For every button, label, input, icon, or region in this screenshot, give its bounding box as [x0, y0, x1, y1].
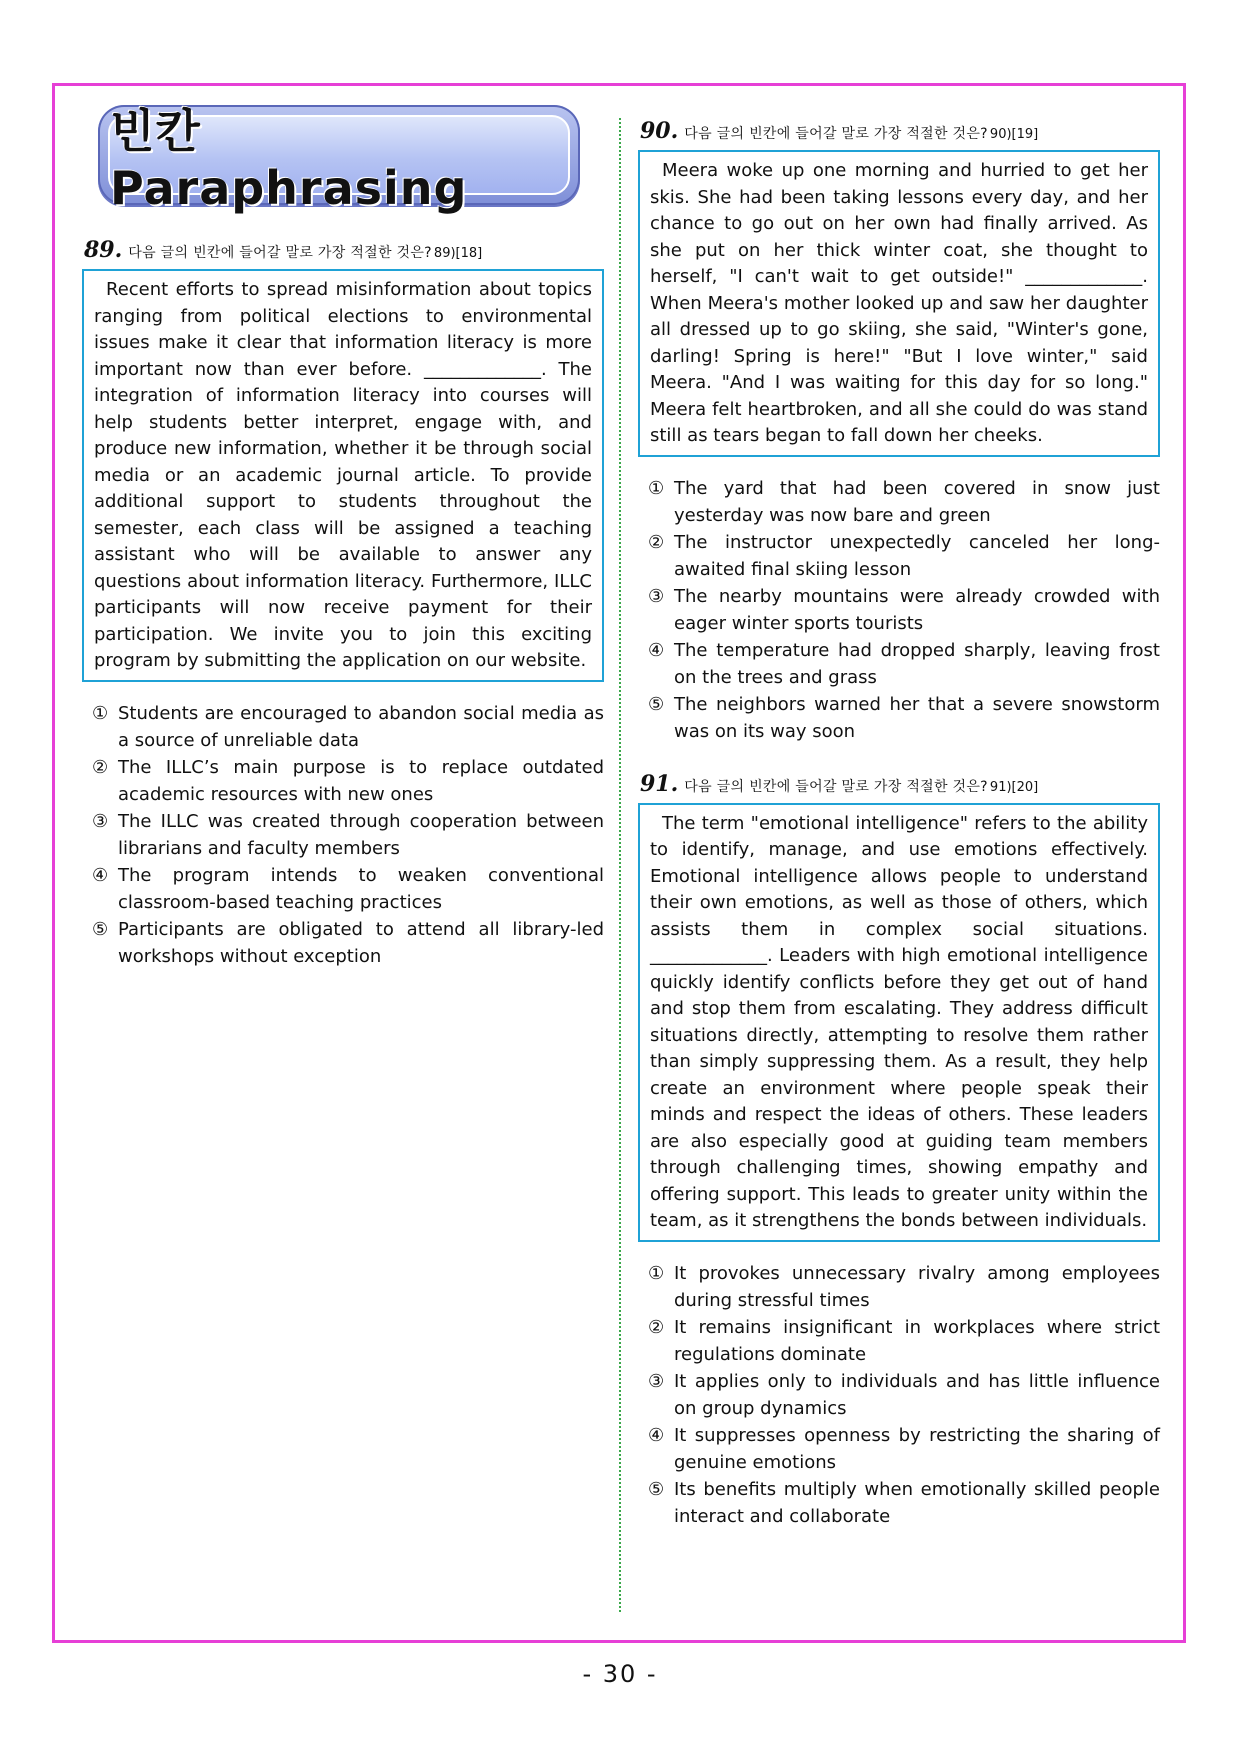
option-5[interactable] — [92, 916, 604, 970]
option-2[interactable] — [648, 1314, 1160, 1368]
question-91 — [638, 771, 1160, 1530]
option-mark: ① — [648, 1262, 665, 1284]
question-number: 90. — [640, 118, 679, 144]
option-5[interactable] — [648, 691, 1160, 745]
question-89 — [82, 237, 604, 970]
question-90 — [638, 118, 1160, 745]
option-text: The nearby mountains were already crowded with eager winter sports tourists — [674, 585, 1160, 634]
option-text: It remains insignificant in workplaces where strict regulations dominate — [674, 1316, 1160, 1365]
answer-options — [638, 475, 1160, 745]
option-1[interactable] — [648, 1260, 1160, 1314]
option-5[interactable] — [648, 1476, 1160, 1530]
option-mark: ④ — [92, 864, 109, 886]
passage-box: The term "emotional intelligence" refers to the ability to identify, manage, and use emotions effectively. Emotional intelligence allows people to understand their own emotions, as well as those of others, which assists them in complex social situations. _____________. Leaders with high emotional intelligence quickly identify conflicts before they get out of hand and stop them from escalating. They address difficult situations directly, attempting to resolve them rather than simply suppressing them. As a result, they help create an environment where people speak their minds and respect the ideas of others. These leaders are also especially good at guiding team members through challenging times, showing empathy and offering support. This leads to greater unity within the team, as it strengthens the bonds between individuals. — [638, 803, 1160, 1242]
section-title: 빈칸 Paraphrasing — [110, 104, 468, 215]
option-mark: ② — [648, 531, 665, 553]
question-prompt: 다음 글의 빈칸에 들어갈 말로 가장 적절한 것은? — [128, 245, 432, 261]
passage-box: Recent efforts to spread misinformation about topics ranging from political elections to environmental issues make it clear that information literacy is more important now than ever before. _____________. The integration of information literacy into courses will help students better interpret, engage with, and produce new information, whether it be through social media or an academic journal article. To provide additional support to students throughout the semester, each class will be assigned a teaching assistant who will be available to answer any questions about information literacy. Furthermore, ILLC participants will now receive payment for their participation. We invite you to join this exciting program by submitting the application on our website. — [82, 269, 604, 682]
option-3[interactable] — [648, 1368, 1160, 1422]
passage-box: Meera woke up one morning and hurried to get her skis. She had been taking lessons every day, and her chance to go out on her own had finally arrived. As she put on her thick winter coat, she thought to herself, "I can't wait to get outside!" _____________. When Meera's mother looked up and saw her daughter all dressed up to go skiing, she said, "Winter's gone, darling! Spring is here!" "But I love winter," said Meera. "And I was waiting for this day for so long." Meera felt heartbroken, and all she could do was stand still as tears began to fall down her cheeks. — [638, 150, 1160, 457]
option-2[interactable] — [92, 754, 604, 808]
option-1[interactable] — [92, 700, 604, 754]
option-mark: ③ — [92, 810, 109, 832]
option-text: Its benefits multiply when emotionally skilled people interact and collaborate — [674, 1478, 1160, 1527]
option-mark: ③ — [648, 585, 665, 607]
question-header — [640, 118, 1160, 144]
option-mark: ② — [648, 1316, 665, 1338]
option-text: It applies only to individuals and has little influence on group dynamics — [674, 1370, 1160, 1419]
right-column — [638, 118, 1160, 1530]
question-source: 91)[20] — [989, 779, 1039, 795]
option-text: The ILLC was created through cooperation between librarians and faculty members — [118, 810, 604, 859]
option-1[interactable] — [648, 475, 1160, 529]
question-number: 91. — [640, 770, 679, 797]
option-2[interactable] — [648, 529, 1160, 583]
answer-options — [82, 700, 604, 970]
option-text: The instructor unexpectedly canceled her long-awaited final skiing lesson — [674, 531, 1160, 580]
question-header — [640, 771, 1160, 797]
option-text: The temperature had dropped sharply, leaving frost on the trees and grass — [674, 639, 1160, 688]
question-source: 90)[19] — [989, 127, 1039, 142]
left-column — [82, 105, 604, 970]
question-prompt: 다음 글의 빈칸에 들어갈 말로 가장 적절한 것은? — [684, 778, 988, 795]
option-mark: ⑤ — [92, 918, 109, 940]
answer-options — [638, 1260, 1160, 1530]
option-text: The yard that had been covered in snow just yesterday was now bare and green — [674, 477, 1160, 526]
option-mark: ① — [92, 702, 109, 724]
option-4[interactable] — [648, 637, 1160, 691]
option-text: The ILLC’s main purpose is to replace outdated academic resources with new ones — [118, 756, 604, 805]
option-mark: ① — [648, 477, 665, 499]
option-text: It provokes unnecessary rivalry among employees during stressful times — [674, 1262, 1160, 1311]
option-text: Participants are obligated to attend all library-led workshops without exception — [118, 918, 604, 967]
option-mark: ⑤ — [648, 693, 665, 715]
column-divider — [619, 118, 621, 1612]
option-mark: ④ — [648, 639, 665, 661]
option-mark: ③ — [648, 1370, 665, 1392]
question-source: 89)[18] — [433, 246, 483, 261]
option-text: Students are encouraged to abandon social media as a source of unreliable data — [118, 702, 604, 751]
option-text: The neighbors warned her that a severe snowstorm was on its way soon — [674, 693, 1160, 742]
section-title-badge — [98, 104, 580, 215]
option-4[interactable] — [648, 1422, 1160, 1476]
option-3[interactable] — [92, 808, 604, 862]
option-mark: ⑤ — [648, 1478, 665, 1500]
option-text: The program intends to weaken conventional classroom-based teaching practices — [118, 864, 604, 913]
option-mark: ④ — [648, 1424, 665, 1446]
option-3[interactable] — [648, 583, 1160, 637]
option-4[interactable] — [92, 862, 604, 916]
question-header — [84, 237, 604, 263]
question-prompt: 다음 글의 빈칸에 들어갈 말로 가장 적절한 것은? — [684, 126, 988, 142]
section-title-inner — [108, 104, 570, 215]
option-mark: ② — [92, 756, 109, 778]
page-number: - 30 - — [582, 1660, 658, 1688]
option-text: It suppresses openness by restricting the sharing of genuine emotions — [674, 1424, 1160, 1473]
question-number: 89. — [84, 237, 123, 263]
